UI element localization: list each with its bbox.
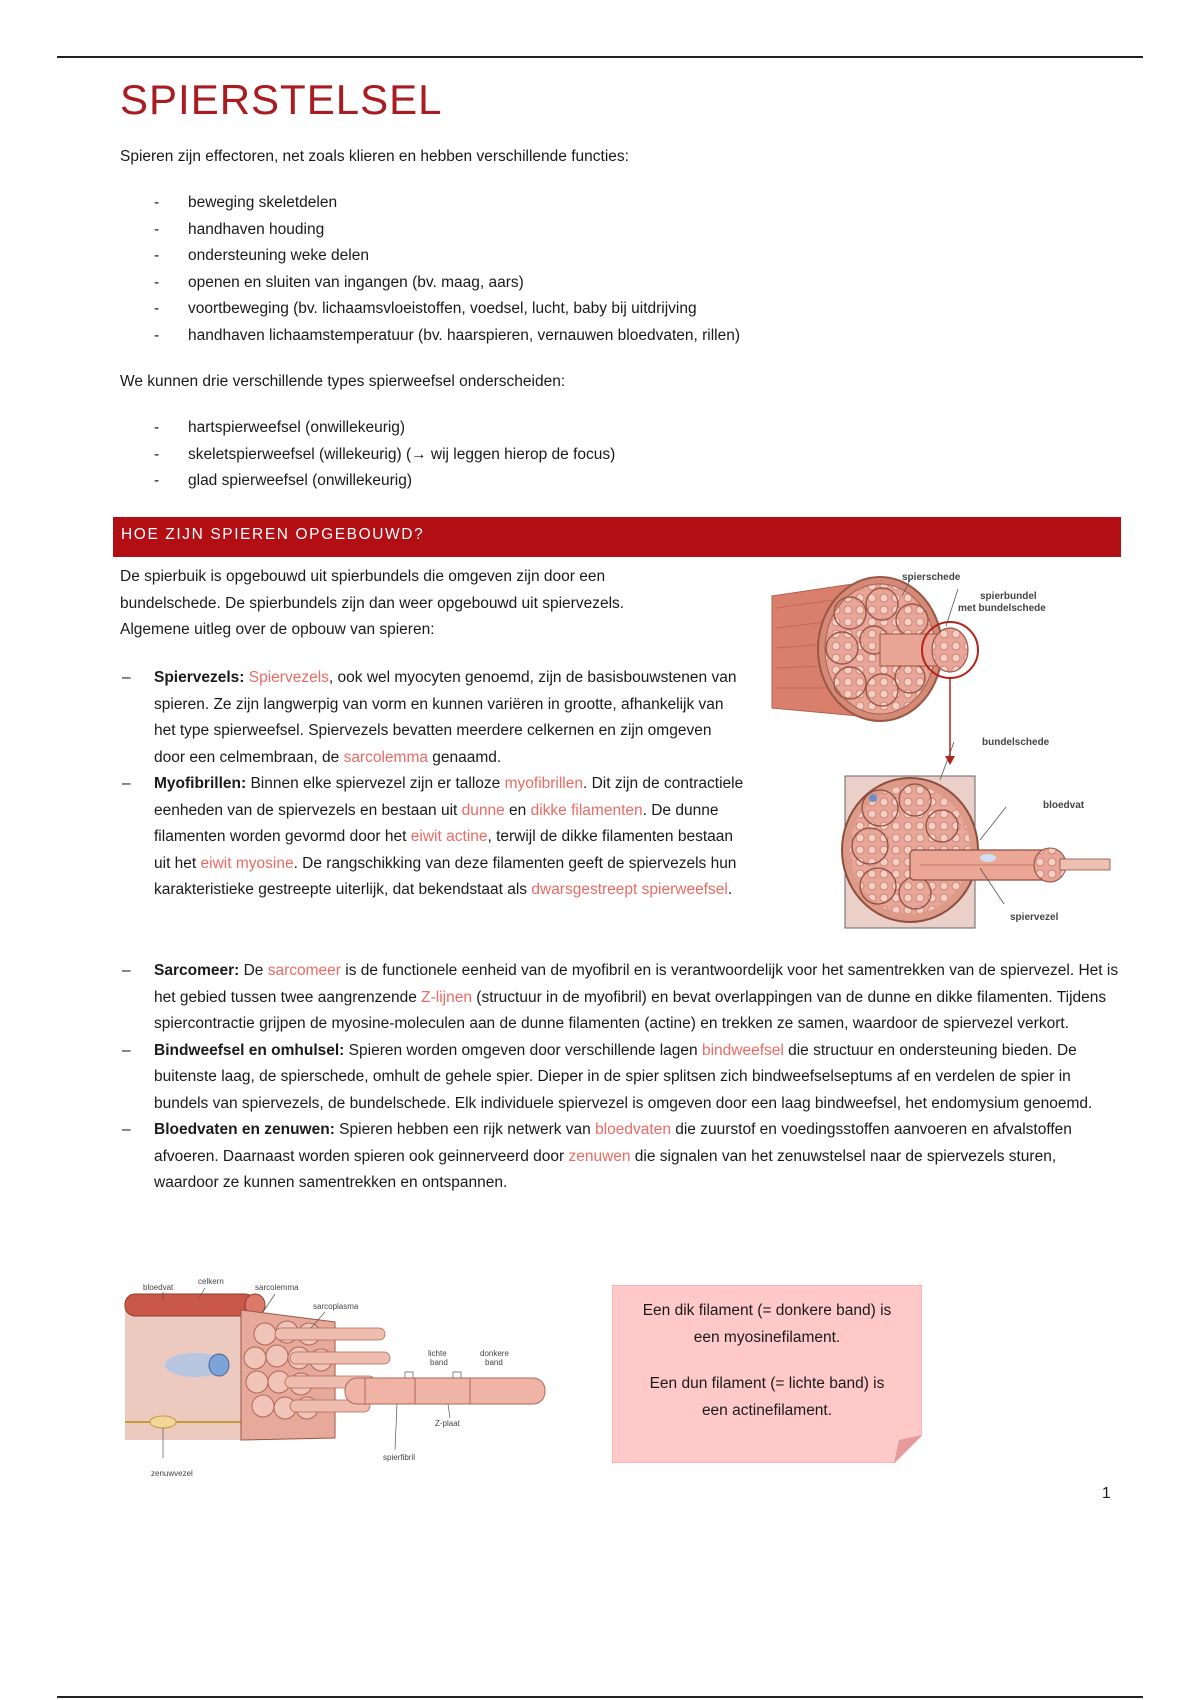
label-donkere: donkere xyxy=(480,1349,509,1358)
list-item: - beweging skeletdelen xyxy=(154,194,338,211)
muscle-fiber-figure xyxy=(115,1272,565,1482)
note-text xyxy=(612,1298,922,1424)
list-item: - glad spierweefsel (onwillekeurig) xyxy=(154,472,412,489)
section-intro: De spierbuik is opgebouwd uit spierbundels die omgeven zijn door een bundelschede. De spierbundels zijn dan weer opgebouwd uit spiervezels. Algemene uitleg over de opbouw van spieren: xyxy=(120,568,625,638)
note-line-1: Een dik filament (= donkere band) is xyxy=(642,1302,892,1319)
muscle-structure-figure xyxy=(770,568,1125,933)
structure-list-bottom xyxy=(120,958,1125,1197)
types-intro: We kunnen drie verschillende types spierweefsel onderscheiden: xyxy=(120,373,566,390)
list-item-spiervezels: – Spiervezels: Spiervezels, ook wel myocyten genoemd, zijn de basisbouwstenen van spieren. Ze zijn langwerpig van vorm en kunnen variëren in grootte, afhankelijk van het type spierweefsel. Spiervezels bevatten meerdere celkernen en zijn omgeven door een celmembraan, de sarcolemma genaamd. xyxy=(122,669,737,766)
label-spierfibril: spierfibril xyxy=(383,1453,416,1462)
note-line-2: een myosinefilament. xyxy=(693,1328,841,1346)
label-zplaat: Z-plaat xyxy=(435,1419,460,1428)
label-spierbundel: spierbundel xyxy=(980,591,1037,602)
section-title: HOE ZIJN SPIEREN OPGEBOUWD? xyxy=(121,526,425,543)
label-celkern: celkern xyxy=(198,1277,224,1286)
list-item: - voortbeweging (bv. lichaamsvloeistoffen, voedsel, lucht, baby bij uitdrijving xyxy=(154,300,697,317)
top-rule xyxy=(57,56,1143,58)
label-lichte-band: band xyxy=(430,1358,448,1367)
intro-text: Spieren zijn effectoren, net zoals klieren en hebben verschillende functies: xyxy=(120,148,629,165)
list-item: - handhaven lichaamstemperatuur (bv. haarspieren, vernauwen bloedvaten, rillen) xyxy=(154,326,741,344)
list-item-sarcomeer: – Sarcomeer: De sarcomeer is de functionele eenheid van de myofibril en is verantwoordelijk voor het samentrekken van de spiervezel. Het is het gebied tussen twee aangrenzende Z-lijnen (structuur in de myofibril) en bevat overlappingen van de dunne en dikke filamenten. Tijdens spiercontractie grijpen de myosine-moleculen aan de dunne filamenten (actine) en trekken ze samen, waardoor de spiervezel verkort. xyxy=(122,962,1119,1032)
section-banner xyxy=(113,517,1121,557)
label-spiervezel: spiervezel xyxy=(1010,912,1059,923)
page-number: 1 xyxy=(1102,1485,1111,1502)
label-sarcoplasma: sarcoplasma xyxy=(313,1302,359,1311)
page-title: SPIERSTELSEL xyxy=(120,76,443,123)
list-item: - skeletspierweefsel (willekeurig) (→ wij leggen hierop de focus) xyxy=(154,445,616,463)
bottom-rule xyxy=(57,1696,1143,1698)
list-item: - ondersteuning weke delen xyxy=(154,247,369,264)
label-lichte: lichte xyxy=(428,1349,447,1358)
list-item: - hartspierweefsel (onwillekeurig) xyxy=(154,419,406,436)
label-spierschede: spierschede xyxy=(902,572,961,583)
list-item: - openen en sluiten van ingangen (bv. maag, aars) xyxy=(154,273,524,291)
list-item-myofibrillen: – Myofibrillen: Binnen elke spiervezel zijn er talloze myofibrillen. Dit zijn de contractiele eenheden van de spiervezels en bestaan uit dunne en dikke filamenten. De dunne filamenten worden gevormd door het eiwit actine, terwijl de dikke filamenten bestaan uit het eiwit myosine. De rangschikking van deze filamenten geeft de spiervezels hun karakteristieke gestreepte uiterlijk, dat bekendstaat als dwarsgestreept spierweefsel. xyxy=(122,775,744,898)
label-zenuwvezel: zenuwvezel xyxy=(151,1469,193,1478)
note-line-4: een actinefilament. xyxy=(701,1401,833,1419)
label-bloedvat: bloedvat xyxy=(1043,800,1085,811)
structure-list-top xyxy=(120,665,745,904)
label-bloedvat: bloedvat xyxy=(143,1283,174,1292)
list-item-bloedvaten: – Bloedvaten en zenuwen: Spieren hebben een rijk netwerk van bloedvaten die zuurstof en voedingsstoffen aanvoeren en afvalstoffen afvoeren. Daarnaast worden spieren ook geinnerveerd door zenuwen die signalen van het zenuwstelsel naar de spiervezels sturen, waardoor ze kunnen samentrekken en ontspannen. xyxy=(122,1121,1072,1191)
label-bundelschede: bundelschede xyxy=(982,737,1050,748)
note-line-3: Een dun filament (= lichte band) is xyxy=(649,1375,885,1392)
label-donkere-band: band xyxy=(485,1358,503,1367)
list-item-bindweefsel: – Bindweefsel en omhulsel: Spieren worden omgeven door verschillende lagen bindweefsel die structuur en ondersteuning bieden. De buitenste laag, de spierschede, omhult de gehele spier. Dieper in de spier splitsen zich bindweefselseptums af en verdelen de spier in bundels van spiervezels, de bundelschede. Elk individuele spiervezel is omgeven door een laag bindweefsel, het endomysium genoemd. xyxy=(122,1041,1093,1112)
functions-list xyxy=(120,190,740,349)
label-sarcolemma: sarcolemma xyxy=(255,1283,299,1292)
list-item: - handhaven houding xyxy=(154,220,325,238)
types-list xyxy=(120,415,615,495)
label-met-bundelschede: met bundelschede xyxy=(958,603,1046,614)
